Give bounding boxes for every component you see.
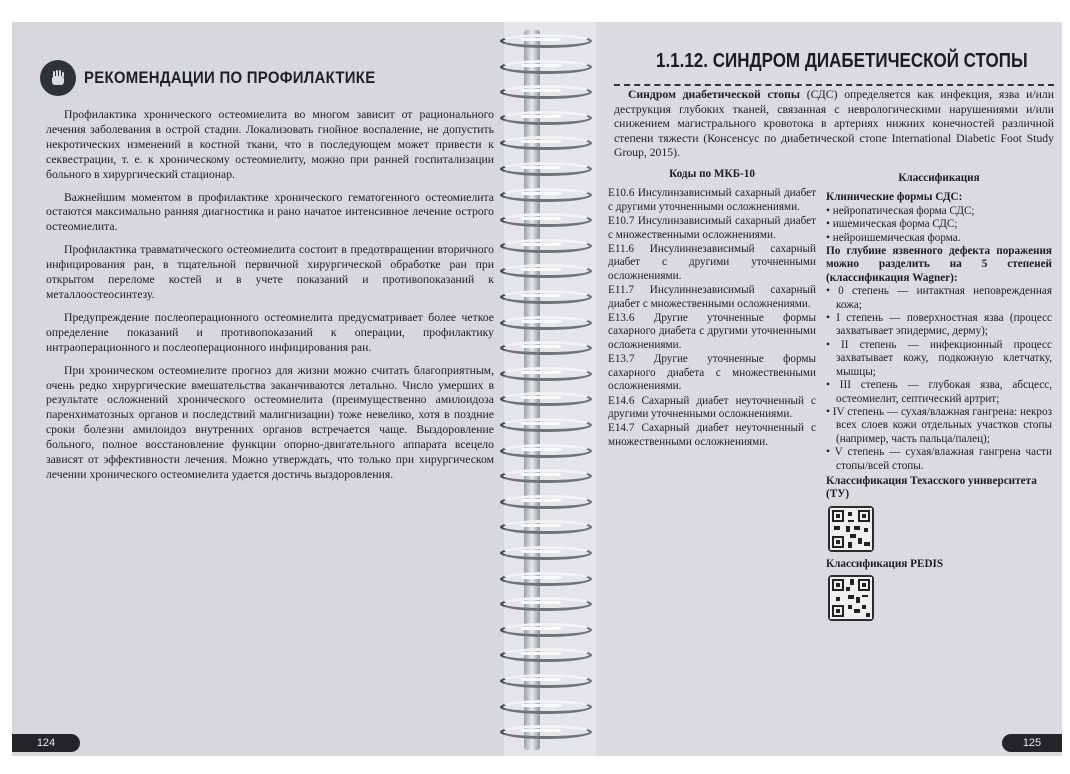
paragraph: Важнейшим моментом в профилактике хронического гематогенного остеомиелита остаются максимально ранняя диагностика и рано начатое интенсивное лечение острого остеомиелита. — [46, 190, 494, 234]
clinical-form-item: • нейропатическая форма СДС; — [826, 204, 975, 217]
spiral-ring — [500, 444, 592, 458]
spiral-ring — [500, 188, 592, 202]
spiral-ring — [500, 495, 592, 509]
icd-code-item: E13.6 Другие уточненные формы сахарного диабета с другими уточненными осложнениями. — [608, 312, 816, 351]
page-number-right: 125 — [1002, 734, 1062, 752]
icd-code-item: E10.6 Инсулинзависимый сахарный диабет с другими уточненными осложнениями. — [608, 187, 816, 213]
clinical-form-item: • нейроишемическая форма. — [826, 231, 961, 244]
page-number-left: 124 — [12, 734, 80, 752]
intro-definition: (СДС) определяется как инфекция, язва и/или деструкция глубоких тканей, связанная с неврологическими нарушениями и/или снижением магистрального кровотока в артериях нижних конечностей различной степени тяжести (Консенсус по диабетической стопе International Diabetic Foot Study Group, 2015). — [614, 88, 1054, 160]
wagner-grade-item: • V степень — сухая/влажная гангрена части стопы/всей стопы. — [826, 446, 1052, 472]
icd-code-item: E13.7 Другие уточненные формы сахарного диабета с множественными осложнениями. — [608, 353, 816, 393]
texas-qr-code[interactable] — [828, 506, 874, 552]
icd-code-item: E11.6 Инсулиннезависимый сахарный диабет с другими уточненными осложнениями. — [608, 243, 816, 282]
wagner-grade-item: • I степень — поверхностная язва (процесс захватывает эпидермис, дерму); — [826, 312, 1052, 338]
recommendations-heading — [40, 60, 415, 96]
pedis-qr-code[interactable] — [828, 575, 874, 621]
left-body-text — [46, 108, 494, 491]
wagner-grade-item: • III степень — глубокая язва, абсцесс, остеомиелит, септический артрит; — [826, 379, 1052, 405]
spiral-ring — [500, 60, 592, 74]
spiral-ring — [500, 239, 592, 253]
wagner-grade-item: • IV степень — сухая/влажная гангрена: некроз всех слоев кожи отдельных участков стопы (например, часть пальца/палец); — [826, 405, 1052, 445]
qr-code-icon — [830, 508, 872, 550]
spiral-ring — [500, 34, 592, 48]
wagner-grade-item: • 0 степень — интактная неповрежденная кожа; — [826, 285, 1052, 311]
spiral-ring — [500, 546, 592, 560]
classification-column — [826, 172, 1052, 627]
right-page — [596, 22, 1062, 756]
icd-code-item: E11.7 Инсулиннезависимый сахарный диабет с множественными осложнениями. — [608, 284, 816, 310]
paragraph: При хроническом остеомиелите прогноз для жизни можно считать благоприятным, очень редко хирургические вмешательства заканчиваются летально. Число умерших в результате осложнений хронического остеомиелита (преимущественно амилоидоза паренхиматозных органов и последствий малигнизации) тоже невелико, хотя в поздние сроки болезни амилоидоз внутренних органов встречается чаще. Выздоровление больного, полное восстановление функции опорно-двигательного аппарата всецело зависят от эффективности лечения. Можно утверждать, что только при хирургическом лечении хронического остеомиелита удается достичь выздоровления. — [46, 363, 494, 481]
spiral-ring — [500, 700, 592, 714]
qr-code-icon — [830, 577, 872, 619]
clinical-form-item: • ишемическая форма СДС; — [826, 218, 958, 231]
spiral-ring — [500, 572, 592, 586]
paragraph: Предупреждение послеоперационного остеомиелита предусматривает более четкое определение показаний и противопоказаний к операции, профилактику интраоперационного и послеоперационного инфицирования ран. — [46, 310, 494, 354]
texas-classification-heading: Классификация Техасского университета (ТУ) — [826, 474, 1037, 501]
wagner-grade-item: • II степень — инфекционный процесс захватывает кожу, подкожную клетчатку, мышцы; — [826, 338, 1052, 378]
pedis-classification-heading: Классификация PEDIS — [826, 557, 944, 570]
spiral-ring — [500, 111, 592, 125]
paragraph: Профилактика травматического остеомиелита состоит в предотвращении вторичного инфицирования ран, в тщательной первичной хирургической обработке ран при открытом переломе костей и в учете показаний и противопоказаний к металлоостеосинтезу. — [46, 243, 494, 301]
intro-term: Синдром диабетической стопы — [628, 88, 800, 101]
icd-code-item: E14.7 Сахарный диабет неуточненный с множественными осложнениями. — [608, 422, 816, 448]
recommendations-heading-text: РЕКОМЕНДАЦИИ ПО ПРОФИЛАКТИКЕ — [84, 68, 376, 87]
intro-paragraph — [614, 88, 1054, 161]
spiral-ring — [500, 162, 592, 176]
icd-code-item: E10.7 Инсулинзависимый сахарный диабет с множественными осложнениями. — [608, 215, 816, 241]
icd-codes-column — [608, 168, 816, 450]
spiral-ring — [500, 367, 592, 381]
clinical-forms-heading: Клинические формы СДС: — [826, 191, 963, 204]
section-title: 1.1.12. СИНДРОМ ДИАБЕТИЧЕСКОЙ СТОПЫ — [656, 50, 1028, 72]
left-page — [12, 22, 504, 756]
binding-gutter — [504, 22, 596, 756]
spiral-ring — [500, 674, 592, 688]
paragraph: Профилактика хронического остеомиелита во многом зависит от рационального лечения заболевания в острой стадии. Локализовать гнойное воспаление, не допустить некротических изменений в костной ткани, что в последующем может привести к секвестрации, т. е. к хроническому остеомиелиту, можно при ранней госпитализации больного в хирургический стационар. — [46, 108, 494, 181]
icd-code-item: E14.6 Сахарный диабет неуточненный с другими уточненными осложнениями. — [608, 394, 816, 420]
hand-wash-icon — [40, 60, 76, 96]
spiral-ring — [500, 290, 592, 304]
icd-heading: Коды по МКБ-10 — [669, 168, 755, 180]
wagner-heading: По глубине язвенного дефекта поражения можно разделить на 5 степеней (классификация Wagner): — [826, 245, 1052, 284]
spiral-ring — [500, 623, 592, 637]
spiral-ring — [500, 418, 592, 432]
classification-heading: Классификация — [898, 172, 980, 184]
spiral-ring — [500, 316, 592, 330]
